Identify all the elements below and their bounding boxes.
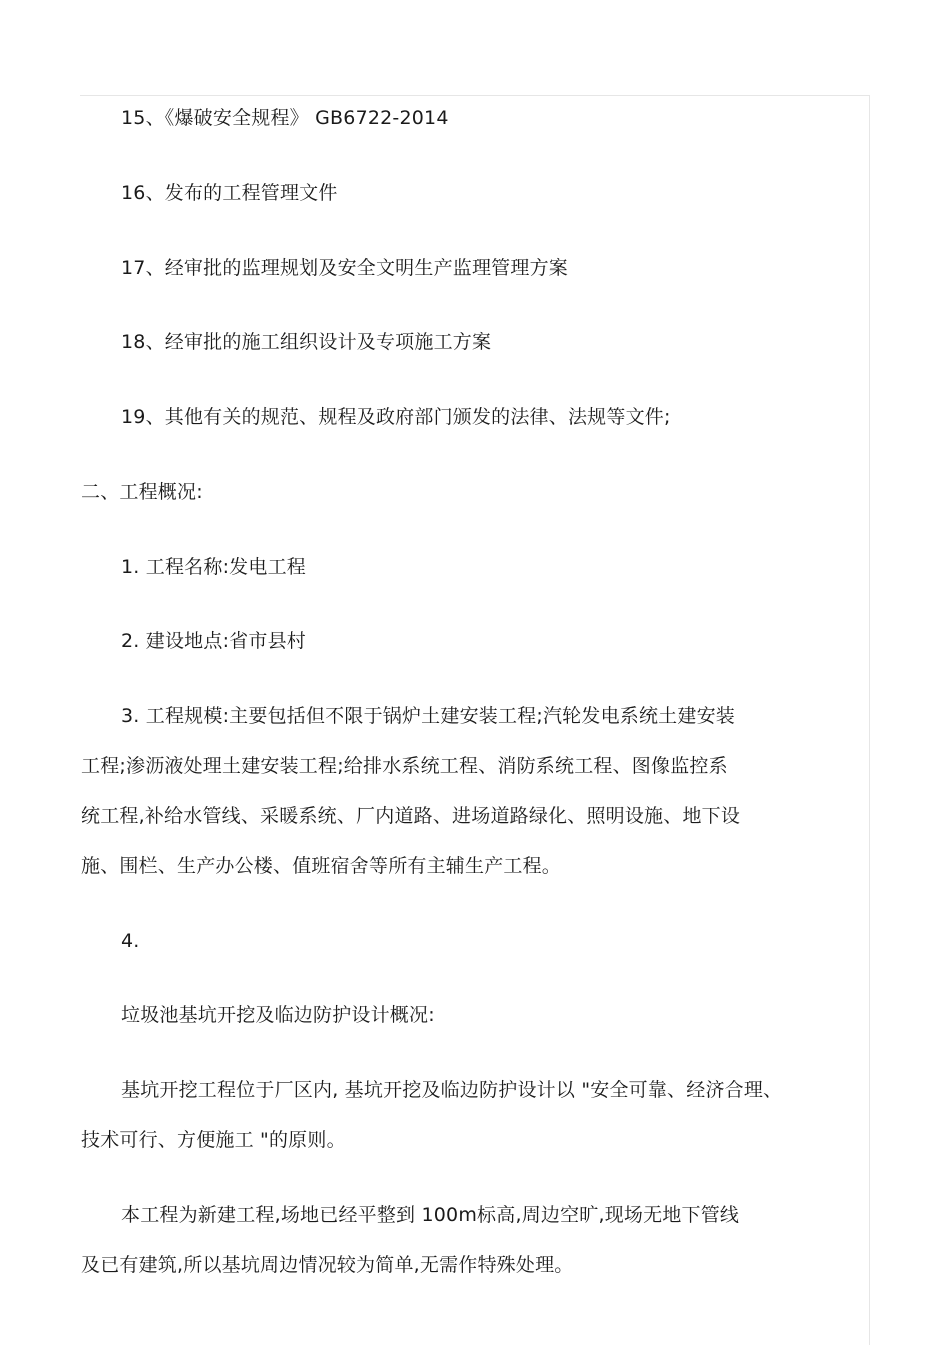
reference-item-15: 15、《爆破安全规程》 GB6722-2014 — [121, 107, 449, 129]
project-scale-line-1: 3. 工程规模:主要包括但不限于锅炉土建安装工程;汽轮发电系统土建安装 — [121, 705, 735, 727]
project-scale-line-4: 施、围栏、生产办公楼、值班宿舍等所有主辅生产工程。 — [81, 855, 562, 877]
reference-item-16: 16、发布的工程管理文件 — [121, 182, 338, 204]
pit-para-2-line-2: 及已有建筑,所以基坑周边情况较为简单,无需作特殊处理。 — [81, 1254, 574, 1276]
reference-item-18: 18、经审批的施工组织设计及专项施工方案 — [121, 331, 492, 353]
item-4-number: 4. — [121, 930, 140, 952]
project-name: 1. 工程名称:发电工程 — [121, 556, 306, 578]
section-heading: 二、工程概况: — [81, 481, 203, 503]
reference-item-19: 19、其他有关的规范、规程及政府部门颁发的法律、法规等文件; — [121, 406, 671, 428]
pit-para-2-line-1: 本工程为新建工程,场地已经平整到 100m标高,周边空旷,现场无地下管线 — [121, 1204, 740, 1226]
pit-para-1-line-1: 基坑开挖工程位于厂区内, 基坑开挖及临边防护设计以 "安全可靠、经济合理、 — [121, 1079, 783, 1101]
reference-item-17: 17、经审批的监理规划及安全文明生产监理管理方案 — [121, 257, 568, 279]
project-scale-line-3: 统工程,补给水管线、采暖系统、厂内道路、进场道路绿化、照明设施、地下设 — [81, 805, 741, 827]
pit-para-1-line-2: 技术可行、方便施工 "的原则。 — [81, 1129, 346, 1151]
project-location: 2. 建设地点:省市县村 — [121, 630, 306, 652]
pit-design-heading: 垃圾池基坑开挖及临边防护设计概况: — [121, 1004, 435, 1026]
project-scale-line-2: 工程;渗沥液处理土建安装工程;给排水系统工程、消防系统工程、图像监控系 — [81, 755, 728, 777]
